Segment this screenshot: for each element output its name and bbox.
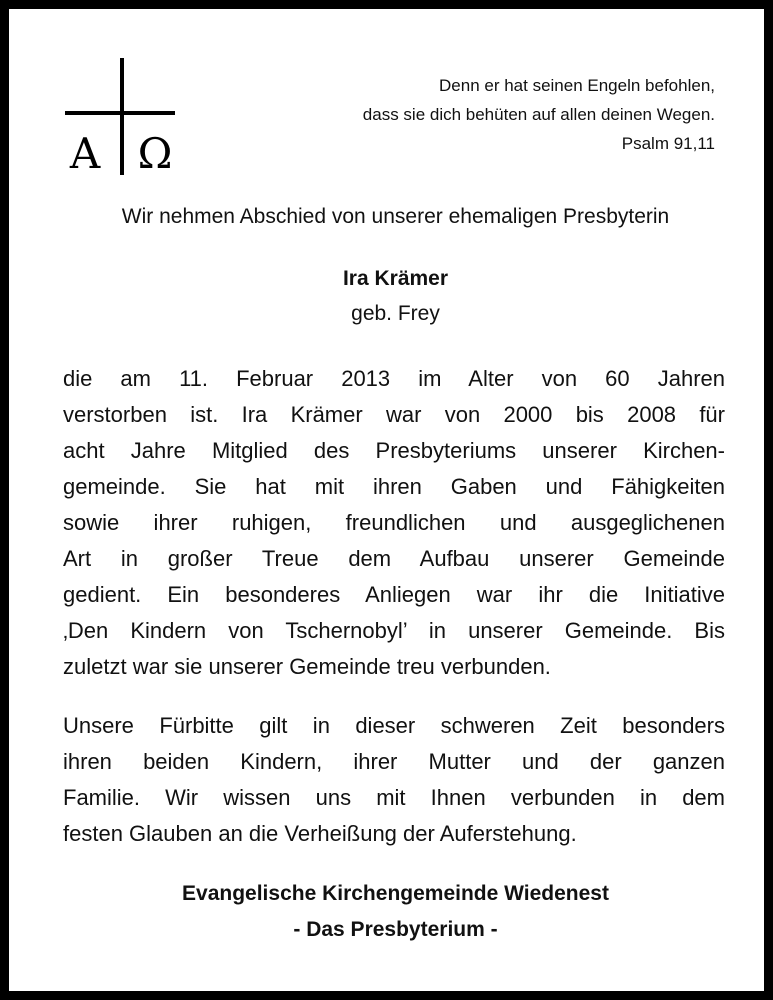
deceased-name: Ira Krämer: [342, 267, 449, 290]
psalm-reference: Psalm 91,11: [621, 134, 715, 153]
paragraph-2: [63, 708, 725, 852]
cross-alpha-omega-icon: [55, 49, 175, 175]
deceased-birth-name: geb. Frey: [351, 302, 440, 325]
paragraph-line: ihren beiden Kindern, ihrer Mutter und der ganzen: [63, 749, 725, 774]
paragraph-line: sowie ihrer ruhigen, freundlichen und ausgeglichenen: [63, 510, 725, 535]
paragraph-line: Unsere Fürbitte gilt in dieser schweren Zeit besonders: [63, 713, 725, 738]
paragraph-line: die am 11. Februar 2013 im Alter von 60 Jahren: [63, 366, 725, 391]
paragraph-line: verstorben ist. Ira Krämer war von 2000 bis 2008 für: [63, 402, 725, 427]
paragraph-line: zuletzt war sie unserer Gemeinde treu verbunden.: [63, 654, 551, 679]
signature-presbytery: - Das Presbyterium -: [293, 918, 498, 941]
paragraph-line: Art in großer Treue dem Aufbau unserer Gemeinde: [63, 546, 725, 571]
psalm-line-2: dass sie dich behüten auf allen deinen Wegen.: [362, 105, 715, 124]
omega-letter: Ω: [137, 129, 173, 175]
paragraph-1: [63, 361, 725, 685]
paragraph-line: acht Jahre Mitglied des Presbyteriums unserer Kirchen-: [63, 438, 725, 463]
paragraph-line: festen Glauben an die Verheißung der Auferstehung.: [63, 821, 577, 846]
paragraph-line: gedient. Ein besonderes Anliegen war ihr die Initiative: [63, 582, 725, 607]
intro-line: Wir nehmen Abschied von unserer ehemaligen Presbyterin: [121, 205, 670, 228]
paragraph-line: Familie. Wir wissen uns mit Ihnen verbunden in dem: [63, 785, 725, 810]
signature-congregation: Evangelische Kirchengemeinde Wiedenest: [182, 882, 609, 905]
signature-block: [9, 876, 773, 948]
paragraph-line: gemeinde. Sie hat mit ihren Gaben und Fähigkeiten: [63, 474, 725, 499]
alpha-letter: A: [69, 129, 101, 175]
paragraph-line: ‚Den Kindern von Tschernobyl’ in unserer Gemeinde. Bis: [63, 618, 725, 643]
psalm-line-1: Denn er hat seinen Engeln befohlen,: [439, 76, 715, 95]
psalm-quote: [249, 71, 715, 158]
